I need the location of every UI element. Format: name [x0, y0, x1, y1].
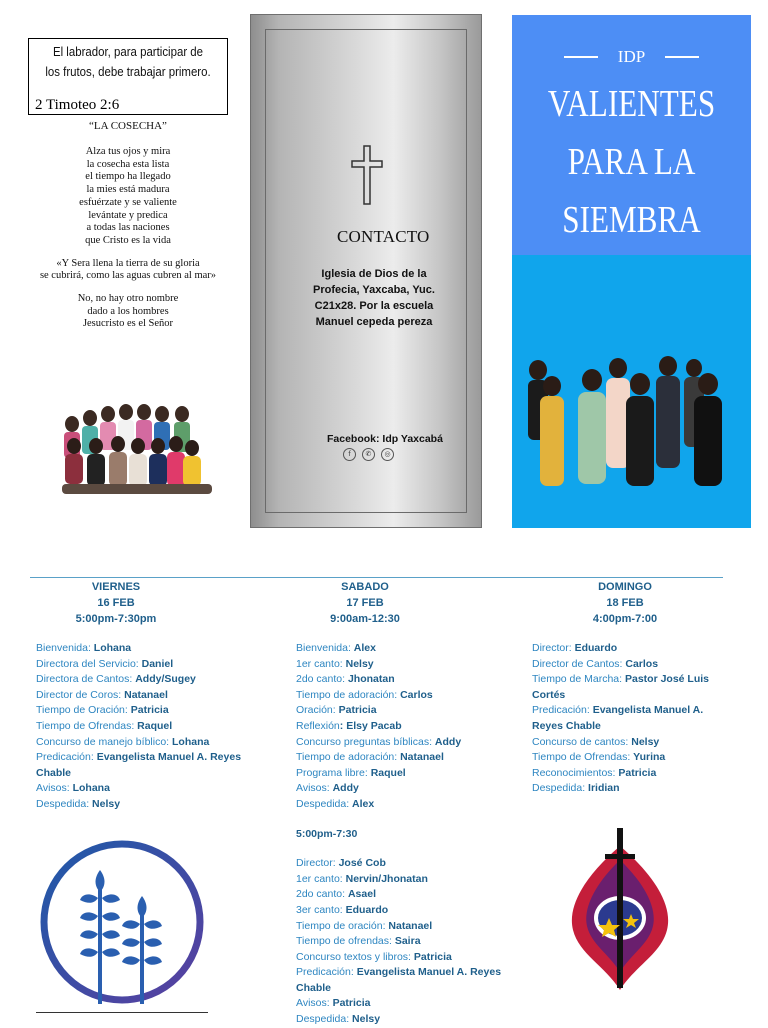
- day-time: 9:00am-12:30: [330, 613, 400, 625]
- cover-label: IDP: [617, 47, 646, 66]
- program-item: Predicación: Evangelista Manuel A. Reyes Chable: [532, 704, 704, 732]
- contact-address: Iglesia de Dios de la Profecia, Yaxcaba, Yuc. C21x28. Por la escuela Manuel cepeda pereza: [313, 268, 435, 328]
- poem-title: “LA COSECHA”: [89, 120, 167, 132]
- friday-header: [60, 579, 172, 627]
- program-item: Concurso preguntas bíblicas: Addy: [296, 735, 462, 748]
- program-item: 2do canto: Asael: [296, 888, 376, 901]
- day-time: 5:00pm-7:30pm: [75, 613, 157, 625]
- day-date: 17 FEB: [346, 597, 384, 609]
- friday-program: [36, 641, 246, 813]
- verse-text: El labrador, para participar de los frutos, debe trabajar primero.: [45, 44, 211, 79]
- program-item: Despedida: Nelsy: [296, 1013, 381, 1026]
- program-item: 2do canto: Jhonatan: [296, 673, 395, 686]
- sunday-header: [570, 579, 680, 627]
- program-item: Reflexión: Elsy Pacab: [296, 719, 402, 732]
- day-name: DOMINGO: [598, 581, 652, 593]
- program-item: Tiempo de Oración: Patricia: [36, 704, 169, 717]
- program-item: Tiempo de adoración: Natanael: [296, 751, 444, 764]
- poem-line: la cosecha esta lista: [86, 158, 170, 170]
- wheat-logo-icon: [34, 838, 210, 1006]
- contact-title: CONTACTO: [337, 227, 430, 246]
- program-item: Tiempo de Marcha: Pastor José Luis Cortés: [532, 673, 710, 701]
- poem-line: la mies está madura: [86, 184, 170, 196]
- poem-line: Jesucristo es el Señor: [82, 318, 174, 330]
- poem-line: se cubrirá, como las aguas cubren al mar»: [39, 270, 217, 282]
- instagram-icon: ◎: [381, 448, 394, 461]
- program-item: Despedida: Iridian: [532, 782, 620, 795]
- cover-title-line: VALIENTES: [547, 83, 716, 125]
- saturday-program: [296, 641, 506, 1028]
- day-name: VIERNES: [91, 581, 141, 593]
- people-silhouettes: [62, 404, 212, 494]
- program-item: Reconocimientos: Patricia: [532, 766, 657, 779]
- program-item: 3er canto: Eduardo: [296, 903, 389, 916]
- facebook-handle: Facebook: Idp Yaxcabá: [327, 433, 443, 445]
- saturday-header: [310, 579, 420, 627]
- program-item: Directora de Cantos: Addy/Sugey: [36, 673, 196, 686]
- program-item: Tiempo de Ofrendas: Yurina: [532, 751, 666, 764]
- day-name: SABADO: [341, 581, 389, 593]
- social-icons: [343, 448, 394, 461]
- day-time: 4:00pm-7:00: [592, 613, 658, 625]
- evening-time: 5:00pm-7:30: [296, 827, 358, 840]
- sunday-program: [532, 641, 732, 797]
- verse-reference: 2 Timoteo 2:6: [35, 97, 120, 113]
- day-date: 18 FEB: [606, 597, 644, 609]
- cover-group-photo: [526, 346, 732, 490]
- whatsapp-icon: ✆: [362, 448, 375, 461]
- program-item: 1er canto: Nervin/Jhonatan: [296, 872, 428, 885]
- program-item: Tiempo de Ofrendas: Raquel: [36, 719, 173, 732]
- cover-title-block: [512, 15, 751, 255]
- cover-label-row: [512, 47, 751, 67]
- program-item: Tiempo de adoración: Carlos: [296, 688, 433, 701]
- cover-title: [534, 75, 730, 249]
- verse-box: [28, 38, 228, 115]
- poem-line: levántate y predica: [88, 209, 168, 221]
- program-item: Directora del Servicio: Daniel: [36, 657, 174, 670]
- poem-line: a todas las naciones: [86, 222, 170, 234]
- program-item: Concurso textos y libros: Patricia: [296, 950, 452, 963]
- program-item: Director de Cantos: Carlos: [532, 657, 659, 670]
- program-item: Predicación: Evangelista Manuel A. Reyes Chable: [296, 966, 502, 994]
- poem-line: el tiempo ha llegado: [85, 171, 171, 183]
- poem-line: esfuérzate y se valiente: [79, 196, 177, 208]
- poem-line: No, no hay otro nombre: [77, 293, 179, 305]
- program-item: Despedida: Alex: [296, 797, 375, 810]
- facebook-icon: f: [343, 448, 356, 461]
- contact-panel: [250, 14, 482, 528]
- program-item: Bienvenida: Alex: [296, 642, 376, 654]
- program-item: Director de Coros: Natanael: [36, 688, 168, 701]
- program-item: Avisos: Patricia: [296, 997, 371, 1010]
- program-item: Bienvenida: Lohana: [36, 642, 132, 654]
- program-item: Director: Eduardo: [532, 642, 618, 654]
- program-item: 1er canto: Nelsy: [296, 657, 374, 670]
- poem: [20, 146, 236, 331]
- program-item: Despedida: Nelsy: [36, 797, 121, 810]
- cross-icon: [351, 145, 383, 205]
- cover-title-line: PARA LA: [567, 141, 696, 183]
- program-item: Tiempo de oración: Natanael: [296, 919, 433, 932]
- logo-underline: [36, 1012, 208, 1013]
- schedule-divider: [30, 577, 723, 578]
- poem-line: «Y Sera llena la tierra de su gloria: [56, 257, 200, 269]
- cover-title-line: SIEMBRA: [562, 199, 701, 241]
- program-item: Avisos: Lohana: [36, 782, 110, 795]
- program-item: Predicación: Evangelista Manuel A. Reyes Chable: [36, 751, 242, 779]
- program-item: Avisos: Addy: [296, 782, 359, 795]
- program-item: Director: José Cob: [296, 857, 386, 870]
- poem-line: Alza tus ojos y mira: [85, 146, 171, 157]
- program-item: Tiempo de ofrendas: Saira: [296, 935, 421, 948]
- program-item: Oración: Patricia: [296, 704, 377, 717]
- poem-line: dado a los hombres: [87, 305, 169, 317]
- program-item: Concurso de cantos: Nelsy: [532, 735, 660, 748]
- program-item: Programa libre: Raquel: [296, 766, 406, 779]
- church-logo-icon: [565, 826, 675, 994]
- poem-line: que Cristo es la vida: [85, 234, 171, 246]
- day-date: 16 FEB: [97, 597, 135, 609]
- group-photo: [22, 362, 250, 514]
- program-item: Concurso de manejo bíblico: Lohana: [36, 735, 210, 748]
